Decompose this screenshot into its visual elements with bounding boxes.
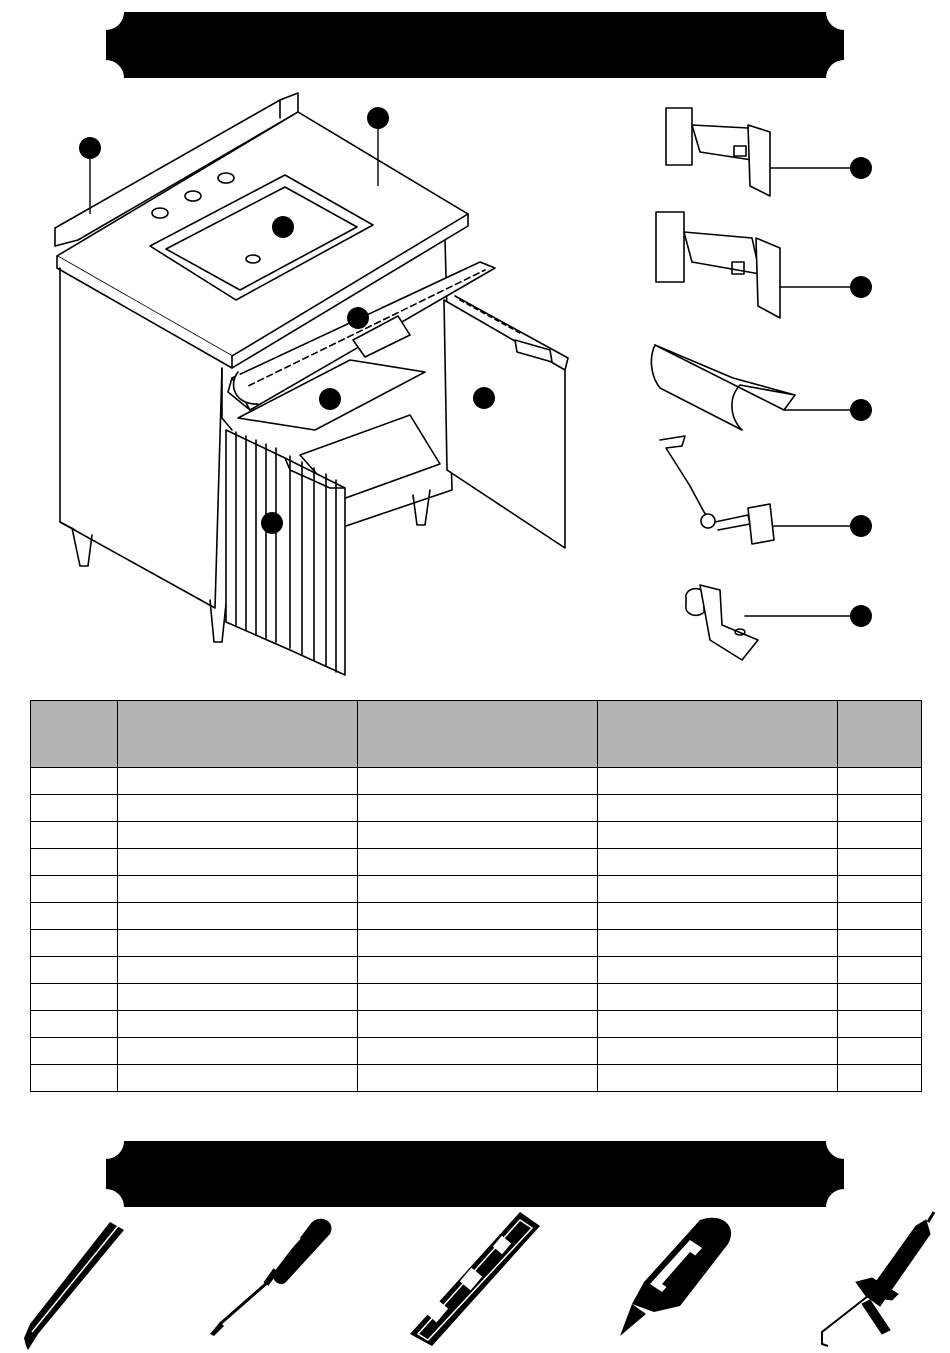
callout-dot [272,216,294,238]
callout-dot [850,605,872,627]
table-cell [598,957,838,984]
table-cell [598,822,838,849]
table-row [31,1065,922,1092]
table-row [31,930,922,957]
column-header [838,701,922,768]
table-cell [118,849,358,876]
table-cell [838,768,922,795]
table-cell [358,1011,598,1038]
callout-dot [347,307,369,329]
table-cell [598,768,838,795]
lid-stay-icon [660,436,860,544]
table-row [31,903,922,930]
table-cell [358,795,598,822]
table-cell [358,822,598,849]
column-header [118,701,358,768]
vanity-illustration [55,93,568,675]
callout-dot [473,387,495,409]
table-row [31,957,922,984]
drawer-pull-icon [651,345,860,430]
parts-diagram [0,80,950,690]
table-cell [598,930,838,957]
table-cell [118,1038,358,1065]
table-cell [838,957,922,984]
callout-dot [850,157,872,179]
table-cell [358,768,598,795]
table-cell [31,957,118,984]
table-cell [118,768,358,795]
table-cell [598,876,838,903]
table-cell [358,876,598,903]
table-cell [31,768,118,795]
table-cell [598,1038,838,1065]
table-row [31,1038,922,1065]
table-cell [118,930,358,957]
table-cell [598,1065,838,1092]
table-cell [118,822,358,849]
callout-dot [850,515,872,537]
table-cell [598,984,838,1011]
banner-title [106,1141,844,1207]
callout-dot [261,512,283,534]
caulking-gun-icon [822,1212,934,1346]
table-cell [358,903,598,930]
table-cell [838,903,922,930]
table-cell [358,984,598,1011]
table-cell [31,849,118,876]
table-row [31,849,922,876]
hinge-icon [666,108,860,196]
table-cell [31,795,118,822]
table-cell [358,930,598,957]
table-cell [118,795,358,822]
level-icon [410,1212,540,1346]
column-header [598,701,838,768]
table-cell [358,1065,598,1092]
table-cell [838,930,922,957]
table-cell [358,957,598,984]
pencil-icon [24,1222,124,1350]
table-cell [118,903,358,930]
table-cell [598,1011,838,1038]
table-cell [31,1011,118,1038]
table-cell [598,903,838,930]
table-cell [118,876,358,903]
table-cell [838,1038,922,1065]
parts-table [30,700,922,1092]
table-row [31,795,922,822]
table-cell [838,984,922,1011]
table-cell [838,876,922,903]
table-cell [31,903,118,930]
table-cell [118,1065,358,1092]
table-cell [31,822,118,849]
table-cell [358,849,598,876]
column-header [358,701,598,768]
banner-title [106,12,844,78]
tools-row [0,1205,950,1353]
table-cell [838,1011,922,1038]
section-banner-top [106,12,844,78]
callout-dot [319,388,341,410]
table-row [31,876,922,903]
table-cell [598,849,838,876]
table-row [31,768,922,795]
table-cell [31,930,118,957]
table-cell [838,795,922,822]
screwdriver-icon [210,1219,331,1336]
table-cell [31,876,118,903]
table-cell [838,822,922,849]
table-row [31,822,922,849]
table-header-row [31,701,922,768]
shelf-pin-icon [686,585,860,660]
table-cell [358,1038,598,1065]
table-cell [118,1011,358,1038]
hinge-icon [656,212,860,318]
section-banner-bottom [106,1141,844,1207]
table-cell [118,984,358,1011]
table-row [31,984,922,1011]
table-row [31,1011,922,1038]
table-cell [838,849,922,876]
column-header [31,701,118,768]
table-cell [838,1065,922,1092]
table-cell [598,795,838,822]
callout-dot [850,399,872,421]
table-cell [31,984,118,1011]
table-cell [31,1065,118,1092]
table-cell [118,957,358,984]
callout-dot [850,276,872,298]
utility-knife-icon [620,1218,731,1336]
table-cell [31,1038,118,1065]
